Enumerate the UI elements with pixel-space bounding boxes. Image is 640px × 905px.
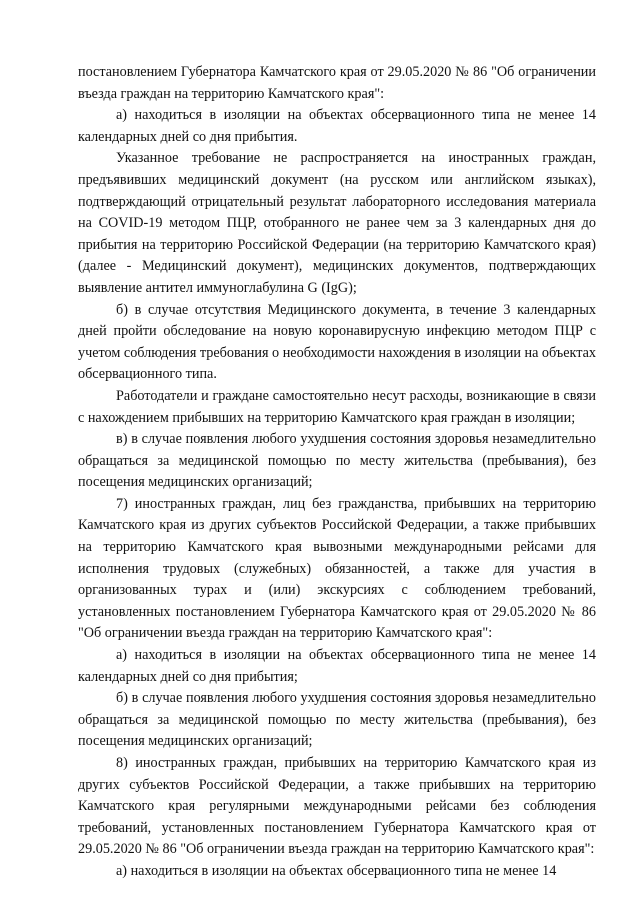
paragraph-clause-7: 7) иностранных граждан, лиц без гражданства, прибывших на территорию Камчатского края из других субъектов Российской Федерации, а также прибывших на территорию Камчатского края вывозными международными рейсами для исполнения трудовых (служебных) обязанностей, а также для участия в организованных турах и (или) экскурсиях с соблюдением требований, установленных постановлением Губернатора Камчатского края от 29.05.2020 № 86 "Об ограничении въезда граждан на территорию Камчатского края": [78, 495, 596, 642]
paragraph-item-a-isolation: а) находиться в изоляции на объектах обсервационного типа не менее 14 календарных дней со дня прибытия. [78, 107, 596, 145]
paragraph-expenses-note: Работодатели и граждане самостоятельно несут расходы, возникающие в связи с нахождением прибывших на территорию Камчатского края граждан в изоляции; [78, 387, 596, 426]
paragraph-clause-8-item-a: а) находиться в изоляции на объектах обсервационного типа не менее 14 [116, 862, 557, 879]
paragraph-continuation: постановлением Губернатора Камчатского края от 29.05.2020 № 86 "Об ограничении въезда граждан на территорию Камчатского края": [78, 64, 596, 102]
paragraph-item-c-health: в) в случае появления любого ухудшения состояния здоровья незамедлительно обращаться за медицинской помощью по месту жительства (пребывания), без посещения медицинских организаций; [78, 431, 596, 491]
paragraph-item-b-pcr-test: б) в случае отсутствия Медицинского документа, в течение 3 календарных дней пройти обследование на новую коронавирусную инфекцию методом ПЦР с учетом соблюдения требования о необходимости нахождения в изоляции на объектах обсервационного типа. [78, 301, 596, 383]
paragraph-clause-8: 8) иностранных граждан, прибывших на территорию Камчатского края из других субъектов Российской Федерации, а также прибывших на территорию Камчатского края регулярными международными рейсами без соблюдения требований, установленных постановлением Губернатора Камчатского края от 29.05.2020 № 86 "Об ограничении въезда граждан на территорию Камчатского края": [78, 755, 596, 858]
paragraph-clause-7-item-a: а) находиться в изоляции на объектах обсервационного типа не менее 14 календарных дней со дня прибытия; [78, 647, 596, 685]
document-page [78, 62, 596, 883]
paragraph-clause-7-item-b: б) в случае появления любого ухудшения состояния здоровья незамедлительно обращаться за медицинской помощью по месту жительства (пребывания), без посещения медицинских организаций; [78, 690, 596, 750]
paragraph-exemption-note: Указанное требование не распространяется на иностранных граждан, предъявивших медицинский документ (на русском или английском языках), подтверждающий отрицательный результат лабораторного исследования материала на COVID-19 методом ПЦР, отобранного не ранее чем за 3 календарных дня до прибытия на территорию Российской Федерации (на территорию Камчатского края) (далее - Медицинский документ), медицинских документов, подтверждающих выявление антител иммуноглабулина G (IgG); [78, 150, 596, 296]
